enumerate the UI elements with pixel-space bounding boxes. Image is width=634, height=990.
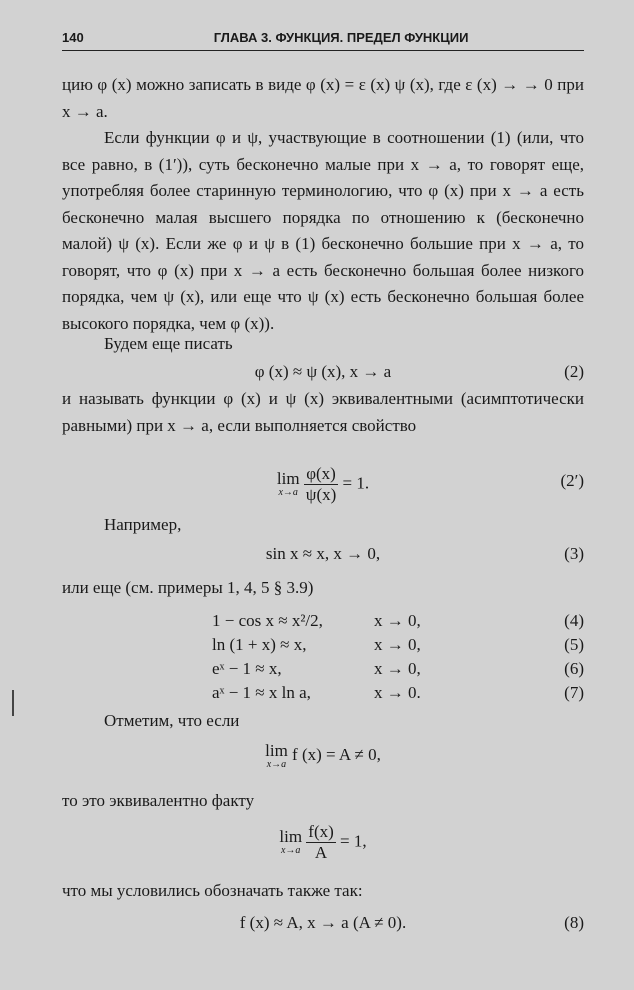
equation-row: aˣ − 1 ≈ x ln a, x → 0. (7) [212,683,584,702]
running-header [62,30,582,45]
fraction-denominator: A [314,843,328,862]
limit-subscript: x→a [280,845,301,856]
paragraph-6: или еще (см. примеры 1, 4, 5 § 3.9) [62,578,314,597]
equation-limit-fraction [62,822,584,862]
page-number: 140 [62,30,84,45]
equation-2-number: (2) [564,362,584,381]
margin-mark [12,690,14,716]
equation-8-number: (8) [564,913,584,932]
equation-3-number: (3) [564,544,584,563]
fraction [306,822,335,863]
equation-row: eˣ − 1 ≈ x, x → 0, (6) [212,659,584,678]
paragraph-8: то это эквивалентно факту [62,791,255,810]
chapter-title: ГЛАВА 3. ФУНКЦИЯ. ПРЕДЕЛ ФУНКЦИИ [213,30,469,45]
paragraph-1: цию φ (x) можно записать в виде φ (x) = ε (x) ψ (x), где ε (x) → → 0 при x → a. [62,75,584,121]
fraction-numerator: f(x) [308,822,334,841]
equation-2-prime-number: (2′) [560,471,584,490]
equation-rhs: = 1, [340,831,367,851]
header-rule [62,50,584,51]
equation-2-prime [62,464,584,508]
limit-operator: lim x→a [265,740,288,770]
equation-rhs: = 1. [342,473,370,493]
fraction [304,464,338,505]
paragraph-5: Например, [104,515,182,534]
paragraph-2: Если функции φ и ψ, участвующие в соотношении (1) (или, что все равно, в (1′)), суть бесконечно малые при x → a, то говорят еще, употребляя более старинную терминологию, что φ (x) при x → a есть бесконечно малая высшего порядка по отношению к (бесконечно малой) ψ (x). Если же φ и ψ в (1) бесконечно большие при x → a, то говорят, что φ (x) при x → a есть бесконечно большая более низкого порядка, чем ψ (x), или еще что ψ (x) есть бесконечно большая более высокого порядка, чем φ (x)). [62,128,584,333]
equation-8-body: f (x) ≈ A, x → a (A ≠ 0). [239,913,407,932]
paragraph-4: и называть функции φ (x) и ψ (x) эквивалентными (асимптотически равными) при x → a, если выполняется свойство [62,389,584,435]
equation-2 [62,359,584,385]
fraction-denominator: ψ(x) [305,485,337,504]
equation-limit-f [62,742,584,778]
equation-2-body: φ (x) ≈ ψ (x), x → a [254,362,392,381]
limit-expression: f (x) = A ≠ 0, [292,745,381,764]
equation-8 [62,910,584,936]
limit-operator: lim x→a [276,469,300,498]
equation-3 [62,541,584,567]
equation-row: 1 − cos x ≈ x²/2, x → 0, (4) [212,611,584,630]
paragraph-3: Будем еще писать [104,334,233,353]
equation-3-body: sin x ≈ x, x → 0, [265,544,381,563]
paragraph-9: что мы условились обозначать также так: [62,881,363,900]
limit-subscript: x→a [266,758,287,770]
equation-row: ln (1 + x) ≈ x, x → 0, (5) [212,635,584,654]
limit-operator: lim x→a [279,827,303,856]
fraction-numerator: φ(x) [304,464,338,485]
limit-subscript: x→a [278,487,298,498]
paragraph-7: Отметим, что если [104,711,240,730]
